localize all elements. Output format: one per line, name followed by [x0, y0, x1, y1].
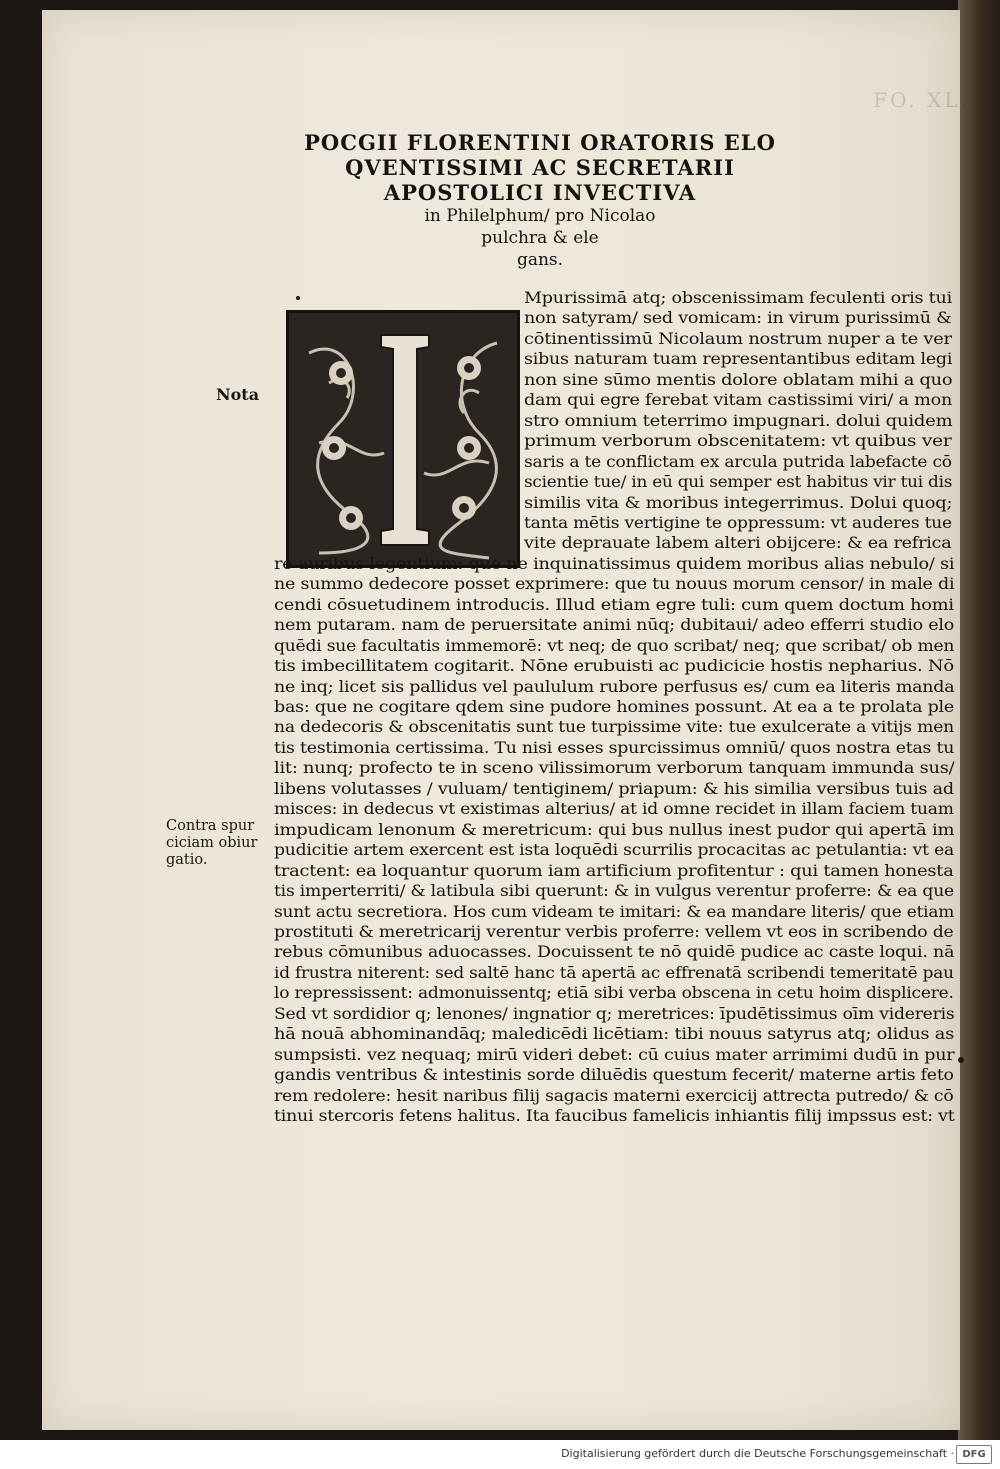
margin-note-nota: Nota — [216, 385, 260, 404]
footer-credit: Digitalisierung gefördert durch die Deutsche Forschungsgemeinschaft · — [561, 1447, 954, 1460]
floral-initial-icon — [289, 313, 517, 565]
text-line: tanta mētis vertigine te oppressum: vt auderes tue — [524, 512, 952, 532]
text-line: ne inq; licet sis pallidus vel paululum rubore perfusus es/ cum ea literis manda — [274, 676, 955, 696]
margin-note-line: gatio. — [166, 852, 208, 868]
text-line: non sine sūmo mentis dolore oblatam mihi a quo — [524, 369, 953, 389]
footer — [0, 1440, 1000, 1469]
text-line: gandis ventribus & intestinis sorde diluēdis questum fecerit/ materne artis feto — [274, 1065, 954, 1085]
text-line: prostituti & meretricarij verentur verbis proferre: vellem vt eos in scribendo de — [274, 921, 954, 941]
title-line-2: QVENTISSIMI AC SECRETARII — [345, 155, 735, 180]
text-line: dam qui egre ferebat vitam castissimi viri/ a mon — [524, 390, 953, 410]
text-line: tis imbecillitatem cogitarit. Nōne erubuisti ac pudicicie hostis nepharius. Nō — [274, 656, 954, 676]
text-line: tis testimonia certissima. Tu nisi esses spurcissimus omniū/ quos nostra etas tu — [274, 737, 955, 757]
text-line: vite deprauate labem alteri obijcere: & ea refrica — [524, 533, 952, 553]
text-line: libens volutasses / vuluam/ tentiginem/ priapum: & his similia versibus tuis ad — [274, 778, 954, 798]
page-heading — [300, 130, 780, 271]
text-line: similis vita & moribus integerrimus. Dolui quoq; — [524, 492, 953, 512]
text-line: cōtinentissimū Nicolaum nostrum nuper a te ver — [524, 328, 952, 348]
subtitle-line-1: in Philelphum/ pro Nicolao — [424, 206, 656, 226]
text-line: stro omnium teterrimo impugnari. dolui quidem — [524, 410, 953, 430]
text-line: scientie tue/ in eū qui semper est habitus vir tui dis — [524, 472, 953, 492]
text-line: rem redolere: hesit naribus filij sagacis materni exercicij attrecta putredo/ & cō — [274, 1085, 954, 1105]
book-spine — [958, 0, 1000, 1440]
text-line: non satyram/ sed vomicam: in virum purissimū & — [524, 308, 952, 328]
text-line: misces: in dedecus vt existimas alterius/ at id omne recidet in illam faciem tuam — [274, 799, 954, 819]
text-line: cendi cōsuetudinem introducis. Illud etiam egre tuli: cum quem doctum homi — [274, 594, 954, 614]
text-line: nem putaram. nam de peruersitate animi nūq; dubitaui/ adeo efferri studio elo — [274, 615, 955, 635]
title-line-1: POCGII FLORENTINI ORATORIS ELO — [304, 130, 776, 155]
folio-number: FO. XL. — [873, 88, 970, 112]
text-line: Mpurissimā atq; obscenissimam feculenti oris tui — [524, 288, 952, 307]
text-line: lo repressissent: admonuissentq; etiā sibi verba obscena in cetu hoim displicere. — [274, 983, 954, 1003]
text-line: tinui stercoris fetens halitus. Ita faucibus famelicis inhiantis filij impssus est: vt — [274, 1106, 955, 1125]
text-line: na dedecoris & obscenitatis sunt tue turpissime vite: tue exulcerate a vitijs men — [274, 717, 954, 737]
text-line: id frustra niterent: sed saltē hanc tā apertā ac effrenatā scribendi temeritatē pau — [274, 962, 954, 982]
text-line: tractent: ea loquantur quorum iam artificium profitentur : qui tamen honesta — [274, 860, 954, 880]
subtitle-line-3: gans. — [516, 250, 564, 270]
margin-note-line: ciciam obiur — [166, 835, 258, 851]
text-line: re auribus legentium: que ne inquinatissimus quidem moribus alias nebulo/ si — [274, 553, 955, 573]
dfg-logo: DFG — [956, 1445, 992, 1464]
text-line: tis imperterriti/ & latibula sibi querunt: & in vulgus verentur proferre: & ea que — [274, 881, 954, 901]
margin-note-line: Contra spur — [166, 818, 255, 834]
text-line: ne summo dedecore posset exprimere: que tu nouus morum censor/ in male di — [274, 574, 955, 594]
text-line: impudicam lenonum & meretricum: qui bus nullus inest pudor qui apertā im — [274, 819, 955, 839]
text-line: Sed vt sordidior q; lenones/ ingnatior q; meretrices: īpudētissimus oīm videreris — [274, 1003, 955, 1023]
decorated-initial — [286, 310, 520, 568]
text-line: primum verborum obscenitatem: vt quibus ver — [524, 431, 952, 451]
text-line: rebus cōmunibus aduocasses. Docuissent te nō quidē pudice ac caste loqui. nā — [274, 942, 955, 962]
title-line-3: APOSTOLICI INVECTIVA — [383, 180, 697, 205]
text-line: quēdi sue facultatis immemorē: vt neq; de quo scribat/ neq; que scribat/ ob men — [274, 635, 955, 655]
text-line: lit: nunq; profecto te in sceno vilissimorum verborum tanquam immunda sus/ — [274, 758, 955, 778]
ornament-dot — [958, 1057, 964, 1063]
margin-note-contra — [166, 818, 257, 869]
subtitle-line-2: pulchra & ele — [481, 228, 599, 248]
text-line: saris a te conflictam ex arcula putrida labefacte cō — [524, 451, 952, 471]
text-line: bas: que ne cogitare qdem sine pudore homines possunt. At ea a te prolata ple — [274, 697, 955, 716]
ornament-dot — [296, 296, 300, 300]
text-line: sibus naturam tuam representantibus editam legi — [524, 349, 953, 369]
text-line: hā nouā abhominandāq; maledicēdi licētiam: tibi nouus satyrus atq; olidus as — [274, 1024, 954, 1044]
text-line: pudicitie artem exercent est ista loquēdi scurrilis procacitas ac petulantia: vt ea — [274, 840, 955, 860]
text-line: sunt actu secretiora. Hos cum videam te imitari: & ea mandare literis/ que etiam — [274, 901, 955, 921]
text-line: sumpsisti. vez nequaq; mirū videri debet: cū cuius mater arrimimi dudū in pur — [274, 1044, 955, 1064]
